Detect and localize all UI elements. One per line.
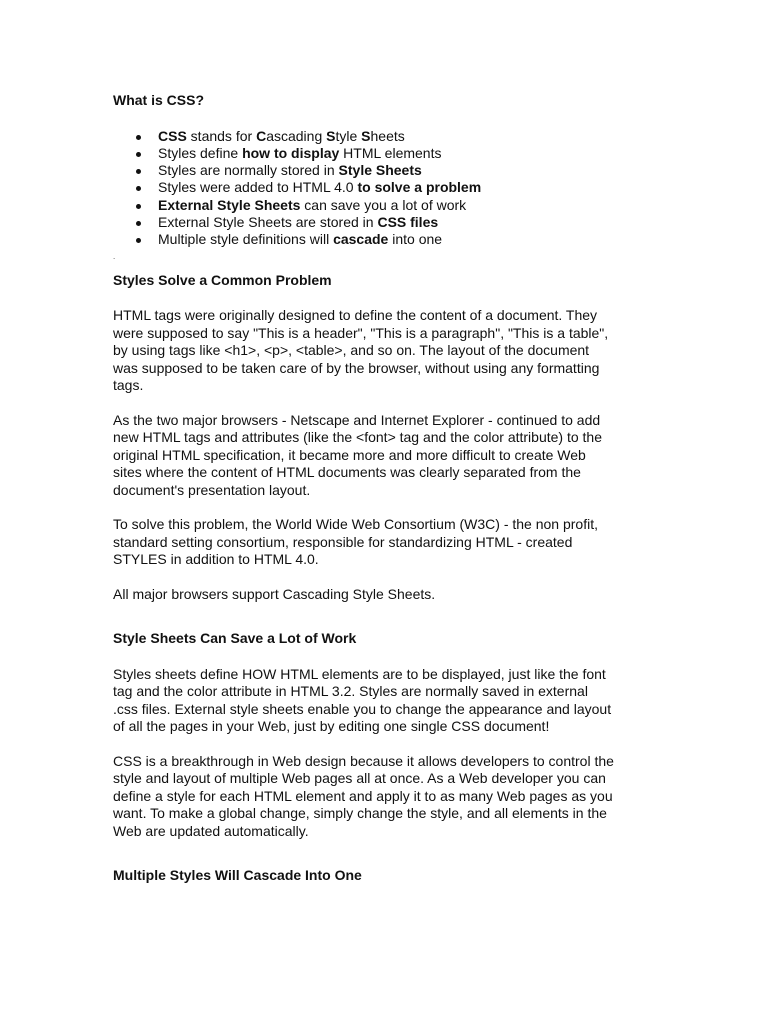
bold-text: CSS — [158, 127, 187, 144]
css-facts-list — [113, 128, 673, 249]
bold-text: how to display — [242, 144, 340, 161]
paragraph: Styles sheets define HOW HTML elements are to be displayed, just like the font tag and the color attribute in HTML 3.2. Styles are normally saved in external .css files. External style sheets enable you to change the appearance and layout of all the pages in your Web, just by editing one single CSS document! — [113, 665, 612, 735]
text: ascading — [266, 127, 327, 144]
bold-text: S — [326, 127, 336, 144]
section-heading-styles-solve: Styles Solve a Common Problem — [113, 271, 332, 288]
bold-text: to solve a problem — [357, 179, 482, 196]
paragraph: CSS is a breakthrough in Web design because it allows developers to control the style and layout of multiple Web pages all at once. As a Web developer you can define a style for each HTML element and apply it to as many Web pages as you want. To make a global change, simply change the style, and all elements in the Web are updated automatically. — [113, 752, 614, 839]
text: Styles are normally stored in — [158, 162, 339, 179]
section-heading-save-work: Style Sheets Can Save a Lot of Work — [113, 630, 357, 647]
bullet-icon — [136, 186, 141, 191]
text: into one — [388, 231, 443, 248]
text: Multiple style definitions will — [158, 231, 334, 248]
section-heading-what-is-css: What is CSS? — [113, 92, 205, 108]
section-heading-cascade: Multiple Styles Will Cascade Into One — [113, 867, 362, 884]
bold-text: External Style Sheets — [158, 196, 301, 213]
bullet-icon — [136, 238, 141, 243]
bullet-icon — [136, 169, 141, 174]
stray-mark: . — [113, 251, 116, 261]
text: HTML elements — [339, 144, 442, 161]
text: can save you a lot of work — [300, 196, 467, 213]
list-item — [113, 179, 673, 196]
bold-text: S — [361, 127, 371, 144]
bullet-icon — [136, 204, 141, 209]
paragraph: All major browsers support Cascading Style Sheets. — [113, 585, 436, 602]
bold-text: C — [256, 127, 267, 144]
list-item — [113, 128, 673, 145]
text: Styles were added to HTML 4.0 — [158, 179, 358, 196]
text: heets — [370, 127, 405, 144]
bullet-icon — [136, 135, 141, 140]
paragraph: To solve this problem, the World Wide Web Consortium (W3C) - the non profit, standard setting consortium, responsible for standardizing HTML - created STYLES in addition to HTML 4.0. — [113, 516, 598, 568]
bold-text: Style Sheets — [338, 162, 422, 179]
list-item — [113, 231, 673, 248]
list-item — [113, 214, 673, 231]
text: External Style Sheets are stored in — [158, 213, 378, 230]
list-item — [113, 162, 673, 179]
bold-text: CSS files — [377, 213, 439, 230]
list-item — [113, 145, 673, 162]
list-item — [113, 197, 673, 214]
text: tyle — [335, 127, 362, 144]
bullet-icon — [136, 152, 141, 157]
text: Styles define — [158, 144, 243, 161]
paragraph: HTML tags were originally designed to define the content of a document. They were supposed to say "This is a header", "This is a paragraph", "This is a table", by using tags like <h1>, <p>, <table>, and so on. The layout of the document was supposed to be taken care of by the browser, without using any formatting tags. — [113, 307, 609, 394]
paragraph: As the two major browsers - Netscape and Internet Explorer - continued to add new HTML tags and attributes (like the <font> tag and the color attribute) to the original HTML specification, it became more and more difficult to create Web sites where the content of HTML documents was clearly separated from the document's presentation layout. — [113, 411, 602, 498]
bullet-icon — [136, 221, 141, 226]
text: stands for — [186, 127, 257, 144]
document-page — [113, 92, 673, 885]
bold-text: cascade — [333, 231, 389, 248]
